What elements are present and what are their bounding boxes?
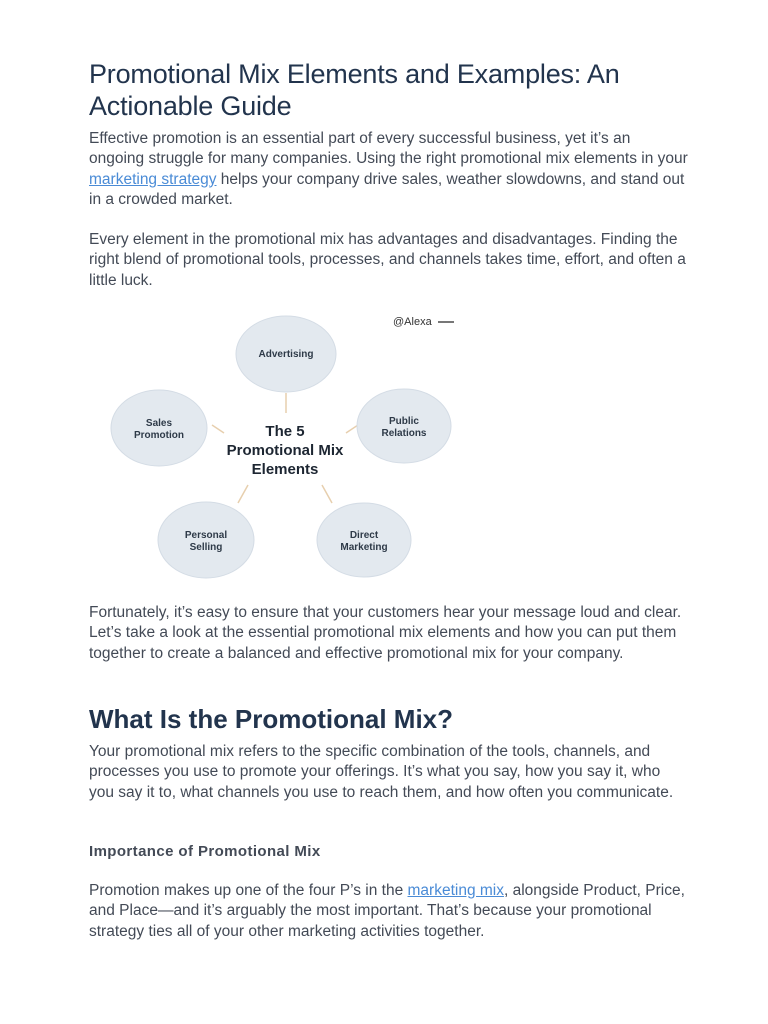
public-relations-label-2: Relations [381, 428, 427, 439]
after-diagram-paragraph: Fortunately, it’s easy to ensure that your customers hear your message loud and clear. Let’s take a look at the essential promotional mix elements and how you can put them together to create a balanced and effective promotional mix for your company. [89, 604, 682, 662]
promotional-mix-diagram [100, 305, 480, 590]
circle-public-relations [357, 389, 451, 463]
page-title: Promotional Mix Elements and Examples: An Actionable Guide [89, 59, 620, 121]
center-title-line-1: The 5 [265, 423, 305, 440]
marketing-strategy-link[interactable]: marketing strategy [89, 170, 217, 188]
connector-public-relations [346, 425, 358, 433]
subheading: Importance of Promotional Mix [89, 843, 321, 860]
center-title-line-3: Elements [251, 461, 319, 478]
connector-personal-selling [238, 485, 248, 503]
marketing-mix-link[interactable]: marketing mix [407, 882, 504, 899]
advertising-label: Advertising [258, 349, 314, 360]
sales-promotion-label-2: Promotion [134, 430, 184, 441]
intro-paragraph-2: Every element in the promotional mix has advantages and disadvantages. Finding the right blend of promotional tools, processes, and channels takes time, effort, and often a little luck. [89, 231, 686, 289]
sales-promotion-label-1: Sales [145, 418, 173, 429]
intro-text-before-link: Effective promotion is an essential part of every successful business, yet it’s an ongoing struggle for many companies. Using the right promotional mix elements in your [89, 130, 688, 168]
direct-marketing-label-2: Marketing [340, 542, 388, 553]
importance-paragraph [89, 881, 689, 942]
importance-text-after-link: , alongside Product, Price, and Place—and it’s arguably the most important. That’s because your promotional strategy ties all of your other marketing activities together. [89, 882, 685, 940]
public-relations-label-1: Public [388, 416, 420, 427]
circle-personal-selling [158, 502, 254, 578]
section-paragraph: Your promotional mix refers to the specific combination of the tools, channels, and processes you use to promote your offerings. It’s what you say, how you say it, who you say it to, what channels you use to reach them, and how often you communicate. [89, 743, 674, 801]
center-title-line-2: Promotional Mix [226, 442, 344, 459]
direct-marketing-label-1: Direct [349, 530, 379, 541]
diagram-center-title [227, 423, 344, 478]
circle-direct-marketing [317, 503, 411, 577]
circle-sales-promotion [111, 390, 207, 466]
intro-paragraph-1 [89, 129, 689, 210]
personal-selling-label-1: Personal [184, 530, 228, 541]
circle-advertising [236, 316, 336, 392]
importance-text-before-link: Promotion makes up one of the four P’s in the [89, 882, 408, 899]
watermark-text: @Alexa [393, 316, 432, 328]
connector-sales-promotion [212, 425, 224, 433]
intro-text-after-link: helps your company drive sales, weather slowdowns, and stand out in a crowded market. [89, 170, 685, 208]
personal-selling-label-2: Selling [189, 542, 223, 553]
section-heading: What Is the Promotional Mix? [89, 704, 454, 734]
connector-direct-marketing [322, 485, 332, 503]
